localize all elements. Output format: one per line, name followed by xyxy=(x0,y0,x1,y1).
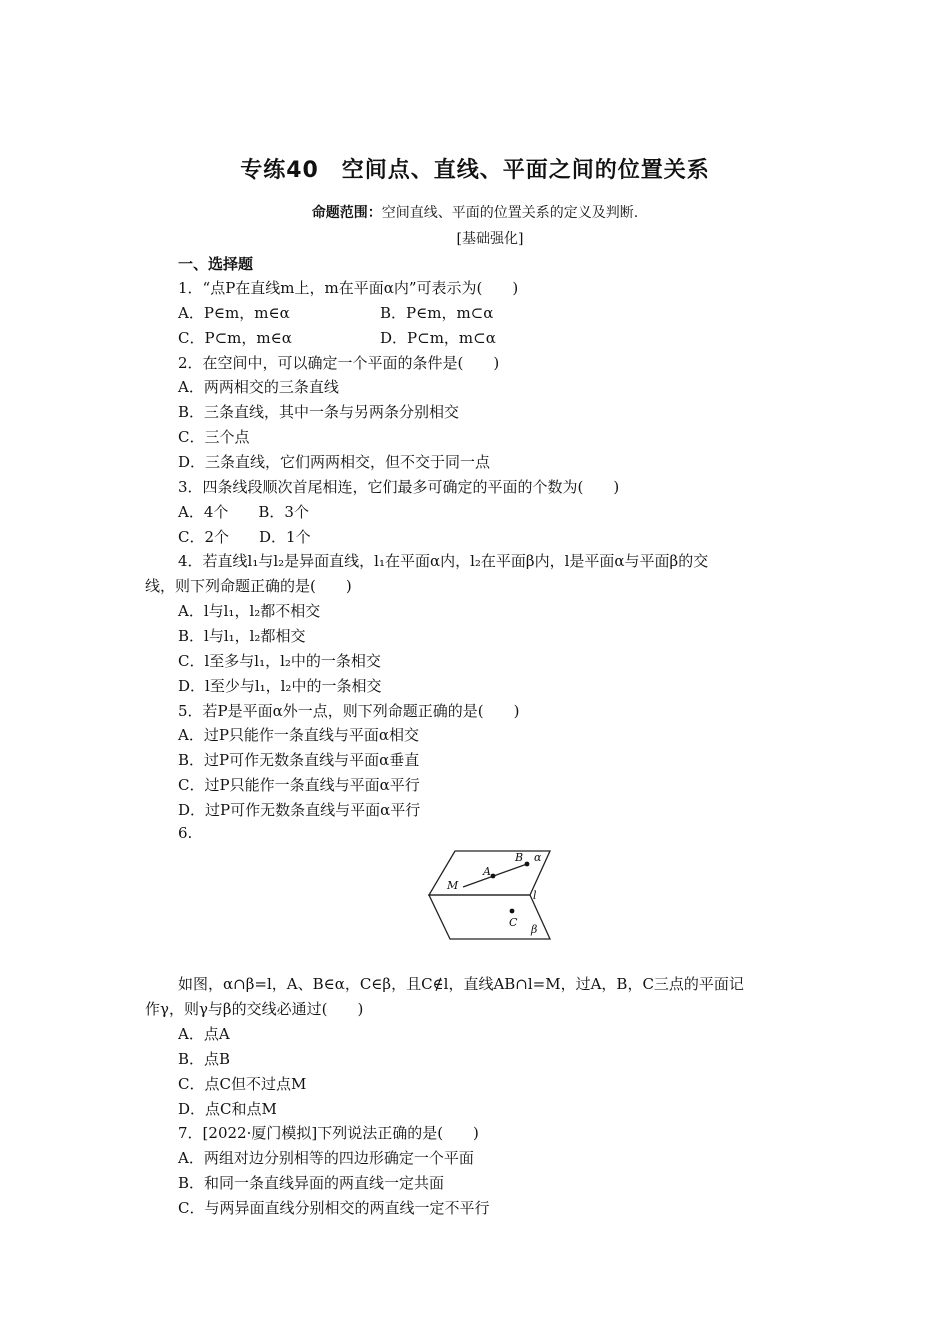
scope xyxy=(0,202,950,222)
section-heading: 一、选择题 xyxy=(178,255,254,273)
question-6: 如图，α∩β=l，A、B∈α，C∈β，且C∉l，直线AB∩l=M，过A，B，C三点的平面记 xyxy=(178,975,744,993)
option-6a: A．点A xyxy=(178,1025,230,1043)
option-6c: C．点C但不过点M xyxy=(178,1075,307,1093)
option-4c: C．l至多与l₁，l₂中的一条相交 xyxy=(178,652,381,670)
option-1d: D．P⊂m，m⊂α xyxy=(380,329,496,347)
planes-figure xyxy=(425,847,555,943)
option-1b: B．P∈m，m⊂α xyxy=(380,304,494,322)
question-4: 4．若直线l₁与l₂是异面直线，l₁在平面α内，l₂在平面β内，l是平面α与平面β的交 xyxy=(178,552,709,570)
option-5a: A．过P只能作一条直线与平面α相交 xyxy=(178,726,420,744)
option-3ab: A．4个 B．3个 xyxy=(178,503,309,521)
question-6-cont: 作γ，则γ与β的交线必通过( ) xyxy=(145,1000,364,1018)
label-a: A xyxy=(483,865,491,878)
question-7: 7．[2022·厦门模拟]下列说法正确的是( ) xyxy=(178,1124,479,1142)
point-b xyxy=(525,862,530,867)
option-5c: C．过P只能作一条直线与平面α平行 xyxy=(178,776,420,794)
option-4b: B．l与l₁，l₂都相交 xyxy=(178,627,306,645)
level-tag: [基础强化] xyxy=(456,231,524,247)
page-title: 专练40 空间点、直线、平面之间的位置关系 xyxy=(240,158,710,183)
option-1a: A．P∈m，m∈α xyxy=(178,304,290,322)
option-2d: D．三条直线，它们两两相交，但不交于同一点 xyxy=(178,453,491,471)
label-m: M xyxy=(447,879,459,892)
option-6d: D．点C和点M xyxy=(178,1100,277,1118)
option-6b: B．点B xyxy=(178,1050,231,1068)
point-a xyxy=(491,874,496,879)
scope-text: 空间直线、平面的位置关系的定义及判断. xyxy=(381,205,639,221)
label-alpha: α xyxy=(534,851,542,864)
option-7a: A．两组对边分别相等的四边形确定一个平面 xyxy=(178,1149,474,1167)
option-3cd: C．2个 D．1个 xyxy=(178,528,311,546)
option-1c: C．P⊂m，m∈α xyxy=(178,329,292,347)
option-2a: A．两两相交的三条直线 xyxy=(178,378,339,396)
question-4-cont: 线，则下列命题正确的是( ) xyxy=(145,577,352,595)
question-5: 5．若P是平面α外一点，则下列命题正确的是( ) xyxy=(178,702,520,720)
option-5b: B．过P可作无数条直线与平面α垂直 xyxy=(178,751,420,769)
label-beta: β xyxy=(531,923,538,936)
question-6-number: 6. xyxy=(178,824,193,842)
label-l: l xyxy=(533,889,537,902)
option-7b: B．和同一条直线异面的两直线一定共面 xyxy=(178,1174,445,1192)
question-2: 2．在空间中，可以确定一个平面的条件是( ) xyxy=(178,354,500,372)
label-c: C xyxy=(509,916,518,929)
label-b: B xyxy=(515,851,524,864)
option-2c: C．三个点 xyxy=(178,428,250,446)
scope-label: 命题范围： xyxy=(311,205,382,221)
option-5d: D．过P可作无数条直线与平面α平行 xyxy=(178,801,421,819)
question-1: 1．“点P在直线m上，m在平面α内”可表示为( ) xyxy=(178,279,519,297)
option-4a: A．l与l₁，l₂都不相交 xyxy=(178,602,321,620)
question-3: 3．四条线段顺次首尾相连，它们最多可确定的平面的个数为( ) xyxy=(178,478,620,496)
option-2b: B．三条直线，其中一条与另两条分别相交 xyxy=(178,403,460,421)
option-4d: D．l至少与l₁，l₂中的一条相交 xyxy=(178,677,382,695)
option-7c: C．与两异面直线分别相交的两直线一定不平行 xyxy=(178,1199,490,1217)
point-c xyxy=(510,909,515,914)
